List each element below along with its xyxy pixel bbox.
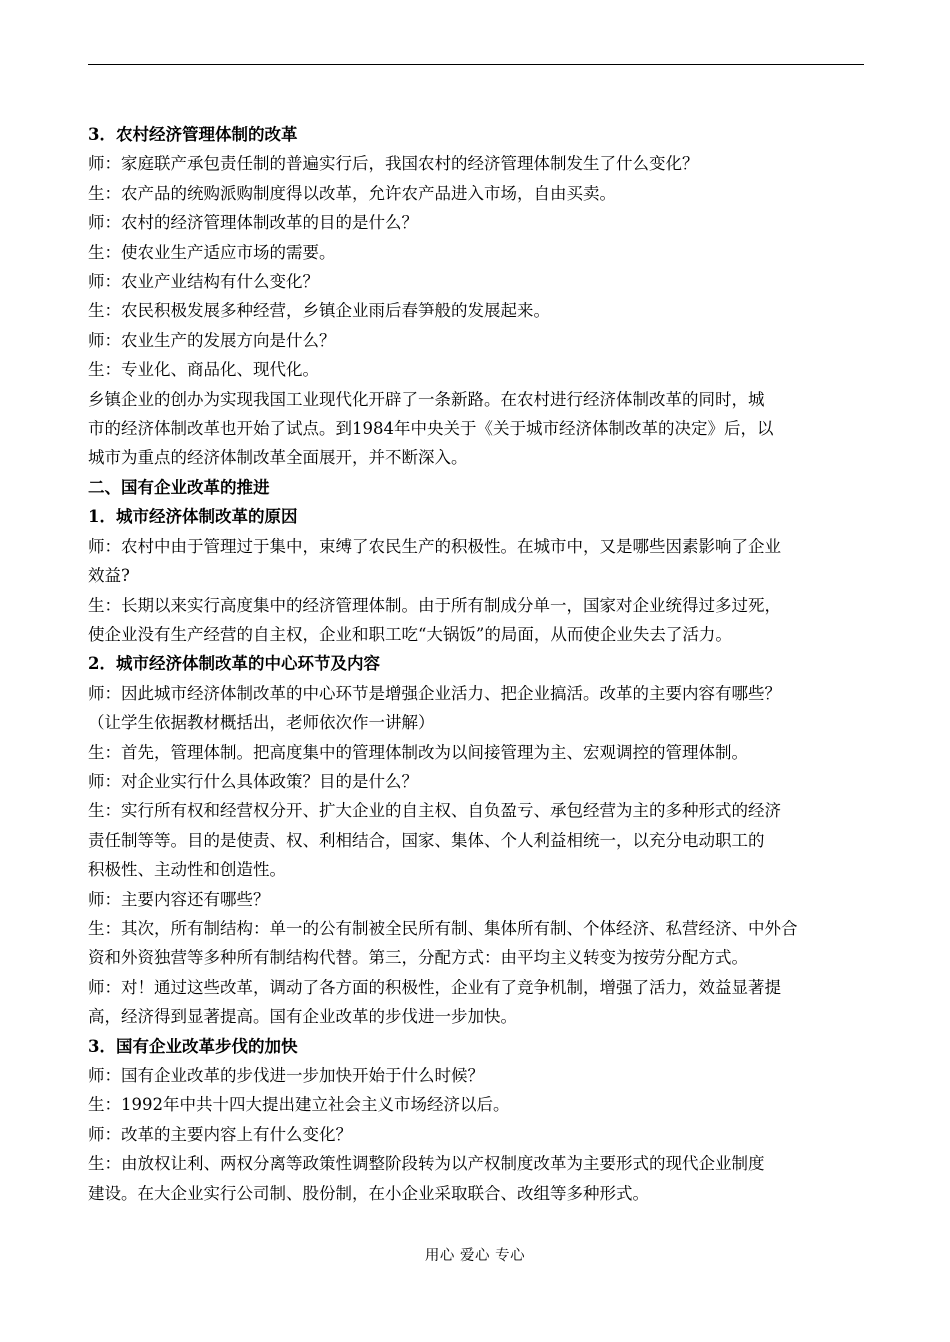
section-heading: 二、国有企业改革的推进 — [88, 477, 270, 497]
dialogue-line: 生：实行所有权和经营权分开、扩大企业的自主权、自负盈亏、承包经营为主的多种形式的经济 — [88, 801, 781, 821]
dialogue-line: 生：使农业生产适应市场的需要。 — [88, 242, 336, 262]
dialogue-entry — [88, 591, 878, 650]
dialogue-line: 师：农村的经济管理体制改革的目的是什么？ — [88, 213, 418, 233]
dialogue-entry — [88, 973, 878, 1032]
dialogue-line: 师：农业产业结构有什么变化？ — [88, 272, 319, 292]
dialogue-line: 生：农民积极发展多种经营，乡镇企业雨后春笋般的发展起来。 — [88, 301, 550, 321]
section-heading: 3．农村经济管理体制的改革 — [88, 125, 298, 144]
paragraph-line: 乡镇企业的创办为实现我国工业现代化开辟了一条新路。在农村进行经济体制改革的同时，城 — [88, 389, 765, 409]
dialogue-line: 师：对！通过这些改革，调动了各方面的积极性，企业有了竞争机制，增强了活力，效益显著提 — [88, 977, 781, 997]
dialogue-line: 生：长期以来实行高度集中的经济管理体制。由于所有制成分单一，国家对企业统得过多过死， — [88, 595, 781, 615]
dialogue-entry — [88, 679, 878, 738]
section-heading: 1．城市经济体制改革的原因 — [88, 507, 298, 527]
dialogue-line: 师：国有企业改革的步伐进一步加快开始于什么时候？ — [88, 1066, 484, 1085]
dialogue-line: 高，经济得到显著提高。国有企业改革的步伐进一步加快。 — [88, 1007, 517, 1027]
dialogue-line: 积极性、主动性和创造性。 — [88, 860, 286, 880]
section-heading: 3．国有企业改革步伐的加快 — [88, 1036, 298, 1056]
dialogue-line: 生：首先，管理体制。把高度集中的管理体制改为以间接管理为主、宏观调控的管理体制。 — [88, 742, 748, 762]
dialogue-line: 师：改革的主要内容上有什么变化？ — [88, 1124, 352, 1144]
dialogue-line: 使企业没有生产经营的自主权，企业和职工吃“大锅饭”的局面，从而使企业失去了活力。 — [88, 624, 732, 644]
dialogue-entry — [88, 1149, 878, 1208]
dialogue-line: 生：农产品的统购派购制度得以改革，允许农产品进入市场，自由买卖。 — [88, 183, 616, 203]
dialogue-line: 师：农村中由于管理过于集中，束缚了农民生产的积极性。在城市中，又是哪些因素影响了企业 — [88, 536, 781, 556]
dialogue-entry — [88, 532, 878, 591]
dialogue-line: 师：农业生产的发展方向是什么？ — [88, 330, 336, 350]
dialogue-line: 责任制等等。目的是使责、权、利相结合，国家、集体、个人利益相统一，以充分电动职工的 — [88, 830, 765, 850]
dialogue-line: 生：1992年中共十四大提出建立社会主义市场经济以后。 — [88, 1095, 510, 1115]
dialogue-line: （让学生依据教材概括出，老师依次作一讲解） — [88, 713, 435, 733]
dialogue-line: 生：专业化、商品化、现代化。 — [88, 360, 319, 380]
dialogue-entry — [88, 796, 878, 884]
page-footer: 用心 爱心 专心 — [424, 1248, 526, 1264]
dialogue-line: 师：主要内容还有哪些？ — [88, 889, 270, 909]
document-body — [88, 120, 878, 1208]
header-rule — [88, 64, 864, 65]
dialogue-line: 师：因此城市经济体制改革的中心环节是增强企业活力、把企业搞活。改革的主要内容有哪些？ — [88, 683, 781, 703]
section-heading: 2．城市经济体制改革的中心环节及内容 — [88, 654, 380, 674]
dialogue-line: 师：家庭联产承包责任制的普遍实行后，我国农村的经济管理体制发生了什么变化？ — [88, 154, 699, 174]
dialogue-line: 生：由放权让利、两权分离等政策性调整阶段转为以产权制度改革为主要形式的现代企业制度 — [88, 1154, 765, 1174]
dialogue-line: 资和外资独营等多种所有制结构代替。第三，分配方式：由平均主义转变为按劳分配方式。 — [88, 948, 748, 968]
dialogue-line: 效益? — [88, 566, 130, 586]
dialogue-line: 师：对企业实行什么具体政策？目的是什么？ — [88, 771, 418, 791]
dialogue-line: 建设。在大企业实行公司制、股份制，在小企业采取联合、改组等多种形式。 — [88, 1183, 649, 1203]
paragraph-line: 城市为重点的经济体制改革全面展开，并不断深入。 — [88, 448, 468, 468]
dialogue-line: 生：其次，所有制结构：单一的公有制被全民所有制、集体所有制、个体经济、私营经济、中外合 — [88, 918, 798, 938]
dialogue-entry — [88, 914, 878, 973]
paragraph-line: 市的经济体制改革也开始了试点。到1984年中央关于《关于城市经济体制改革的决定》后，以 — [88, 419, 774, 439]
